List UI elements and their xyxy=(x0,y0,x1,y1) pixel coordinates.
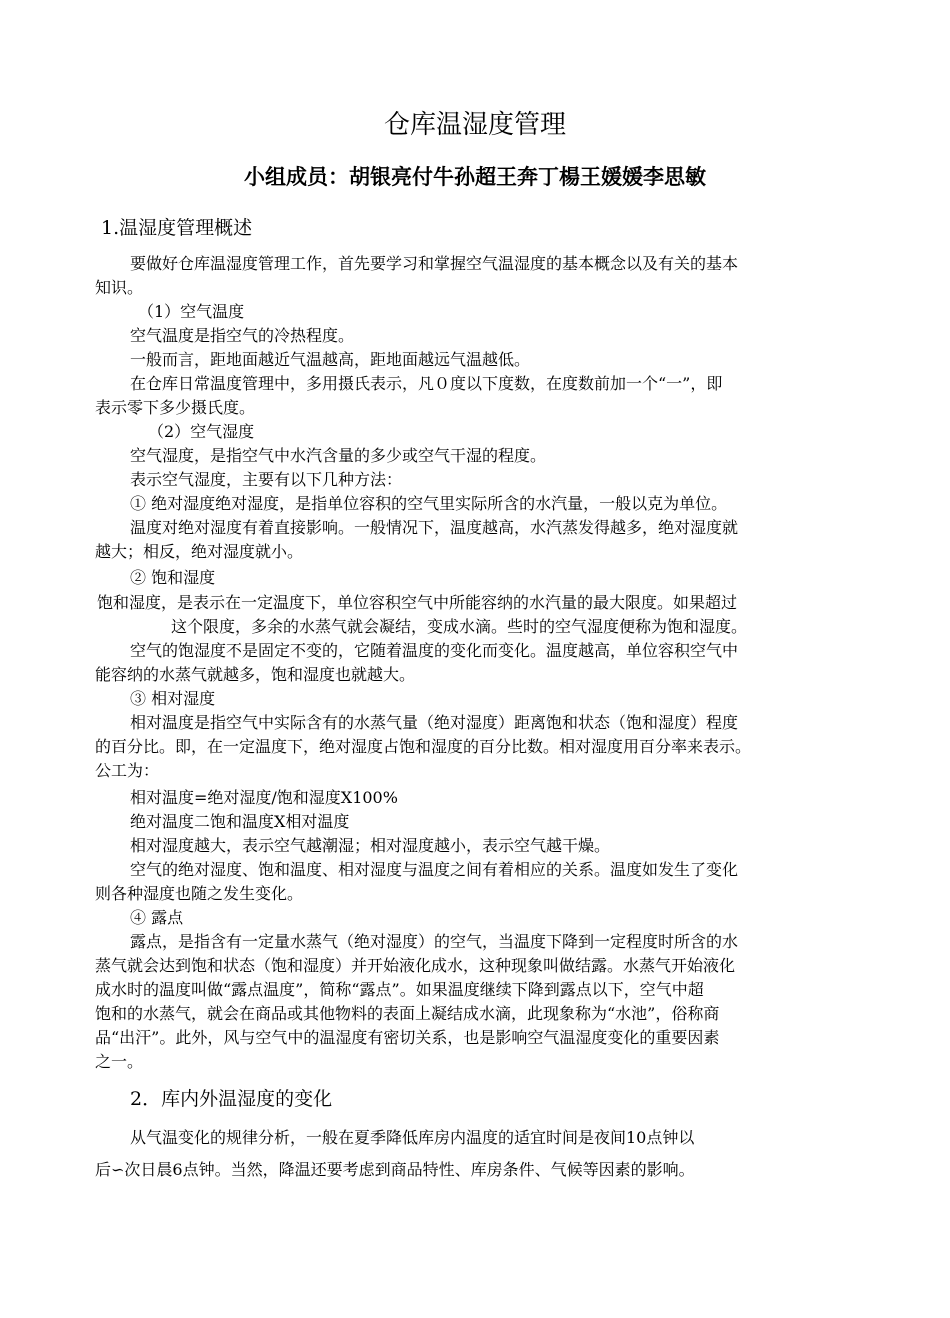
paragraph-line: 成水时的温度叫做“露点温度”，简称“露点”。如果温度继续下降到露点以下，空气中超 xyxy=(95,980,704,999)
paragraph-line: 要做好仓库温湿度管理工作，首先要学习和掌握空气温湿度的基本概念以及有关的基本 xyxy=(130,254,739,273)
section-1-heading: 1.温湿度管理概述 xyxy=(101,217,253,239)
paragraph-line: 品“出汗”。此外，风与空气中的温湿度有密切关系，也是影响空气温湿度变化的重要因素 xyxy=(95,1028,720,1047)
list-item-dew-point: ④ 露点 xyxy=(130,908,184,927)
group-members: 小组成员：胡银亮付牛孙超王奔丁楊王媛媛李思敏 xyxy=(244,165,706,189)
paragraph-line: 则各种湿度也随之发生变化。 xyxy=(95,884,304,903)
paragraph-line: 温度对绝对湿度有着直接影响。一般情况下，温度越高，水汽蒸发得越多，绝对湿度就 xyxy=(130,518,739,537)
list-item-absolute-humidity: ① 绝对湿度绝对湿度，是指单位容积的空气里实际所含的水汽量，一般以克为单位。 xyxy=(130,494,728,513)
paragraph-line: 的百分比。即，在一定温度下，绝对湿度占饱和湿度的百分比数。相对湿度用百分率来表示。 xyxy=(95,737,752,756)
paragraph-line: 空气的饱湿度不是固定不变的，它随着温度的变化而变化。温度越高，单位容积空气中 xyxy=(130,641,739,660)
paragraph-line: 相对湿度越大，表示空气越潮湿；相对湿度越小，表示空气越干燥。 xyxy=(130,836,611,855)
paragraph-line: 一般而言，距地面越近气温越高，距地面越远气温越低。 xyxy=(130,350,531,369)
paragraph-line: 饱和湿度，是表示在一定温度下，单位容积空气中所能容纳的水汽量的最大限度。如果超过 xyxy=(97,593,738,612)
paragraph-line: 相对温度是指空气中实际含有的水蒸气量（绝对湿度）距离饱和状态（饱和湿度）程度 xyxy=(130,713,739,732)
paragraph-line: 表示空气湿度，主要有以下几种方法： xyxy=(130,470,403,489)
paragraph-line: 之一。 xyxy=(95,1052,144,1071)
formula-line: 绝对温度二饱和温度Ⅹ相对温度 xyxy=(130,812,350,831)
paragraph-line: 后∽次日晨6点钟。当然，降温还要考虑到商品特性、库房条件、气候等因素的影响。 xyxy=(95,1160,695,1179)
list-item-saturation-humidity: ② 饱和湿度 xyxy=(130,568,216,587)
subheading-air-temperature: （1）空气温度 xyxy=(138,302,245,321)
paragraph-line: 越大；相反，绝对湿度就小。 xyxy=(95,542,304,561)
paragraph-line: 空气湿度，是指空气中水汽含量的多少或空气干湿的程度。 xyxy=(130,446,547,465)
paragraph-line: 表示零下多少摄氏度。 xyxy=(95,398,256,417)
document-title: 仓库温湿度管理 xyxy=(383,110,566,140)
paragraph-line: 在仓库日常温度管理中，多用摄氏表示，凡０度以下度数，在度数前加一个“一”，即 xyxy=(130,374,723,393)
list-item-relative-humidity: ③ 相对湿度 xyxy=(130,689,216,708)
paragraph-line: 空气的绝对湿度、饱和温度、相对湿度与温度之间有着相应的关系。温度如发生了变化 xyxy=(130,860,739,879)
paragraph-line: 从气温变化的规律分析，一般在夏季降低库房内温度的适宜时间是夜间10点钟以 xyxy=(130,1128,695,1147)
paragraph-line: 蒸气就会达到饱和状态（饱和湿度）并开始液化成水，这种现象叫做结露。水蒸气开始液化 xyxy=(95,956,736,975)
paragraph-line: 能容纳的水蒸气就越多，饱和湿度也就越大。 xyxy=(95,665,416,684)
paragraph-line: 公工为： xyxy=(95,761,160,780)
paragraph-line: 这个限度，多余的水蒸气就会凝结，变成水滴。些时的空气湿度便称为饱和湿度。 xyxy=(171,617,748,636)
paragraph-line: 空气温度是指空气的冷热程度。 xyxy=(130,326,355,345)
subheading-air-humidity: （2）空气湿度 xyxy=(148,422,255,441)
formula-line: 相对温度=绝对湿度/饱和湿度Ⅹ100% xyxy=(130,788,398,807)
paragraph-line: 知识。 xyxy=(95,278,144,297)
section-2-heading: 2．库内外温湿度的变化 xyxy=(130,1088,333,1110)
paragraph-line: 饱和的水蒸气，就会在商品或其他物料的表面上凝结成水滴，此现象称为“水池”，俗称商 xyxy=(95,1004,720,1023)
paragraph-line: 露点，是指含有一定量水蒸气（绝对湿度）的空气，当温度下降到一定程度时所含的水 xyxy=(130,932,739,951)
